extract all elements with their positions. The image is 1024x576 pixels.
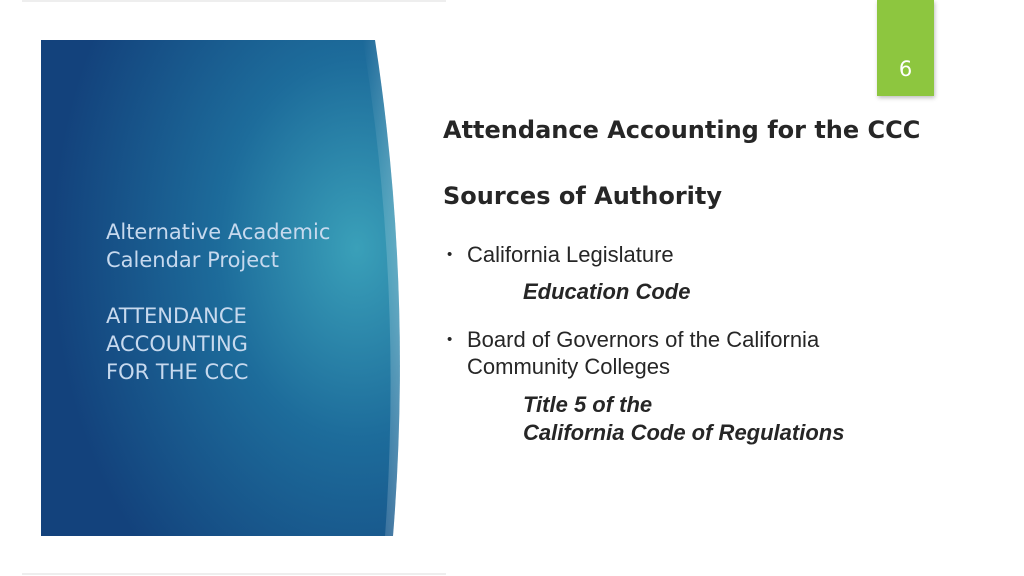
bullet-icon: • bbox=[447, 331, 453, 348]
presentation-title-line: Calendar Project bbox=[106, 248, 279, 272]
bottom-divider bbox=[22, 573, 446, 575]
presentation-title bbox=[106, 218, 330, 274]
presentation-subtitle-line: FOR THE CCC bbox=[106, 360, 249, 384]
bullet-icon: • bbox=[447, 246, 453, 263]
slide-subheading: Sources of Authority bbox=[443, 182, 723, 210]
slide-number-tab bbox=[877, 0, 934, 96]
top-divider bbox=[22, 0, 446, 2]
slide-number: 6 bbox=[898, 57, 913, 81]
bullet-subtext: Education Code bbox=[523, 279, 691, 304]
bullet-text: California Legislature bbox=[467, 242, 674, 267]
slide-heading: Attendance Accounting for the CCC bbox=[443, 116, 921, 144]
presentation-subtitle-line: ATTENDANCE bbox=[106, 304, 247, 328]
bullet-text bbox=[467, 326, 819, 380]
title-panel-background bbox=[41, 40, 413, 536]
bullet-text-line: Community Colleges bbox=[467, 354, 670, 379]
title-panel bbox=[41, 40, 413, 536]
bullet-subtext: Title 5 of the bbox=[523, 392, 653, 417]
bullet-text-line: Board of Governors of the California bbox=[467, 327, 820, 352]
presentation-subtitle-line: ACCOUNTING bbox=[106, 332, 248, 356]
presentation-title-line: Alternative Academic bbox=[106, 220, 331, 244]
bullet-subtext: California Code of Regulations bbox=[523, 420, 845, 445]
presentation-subtitle bbox=[106, 302, 248, 386]
